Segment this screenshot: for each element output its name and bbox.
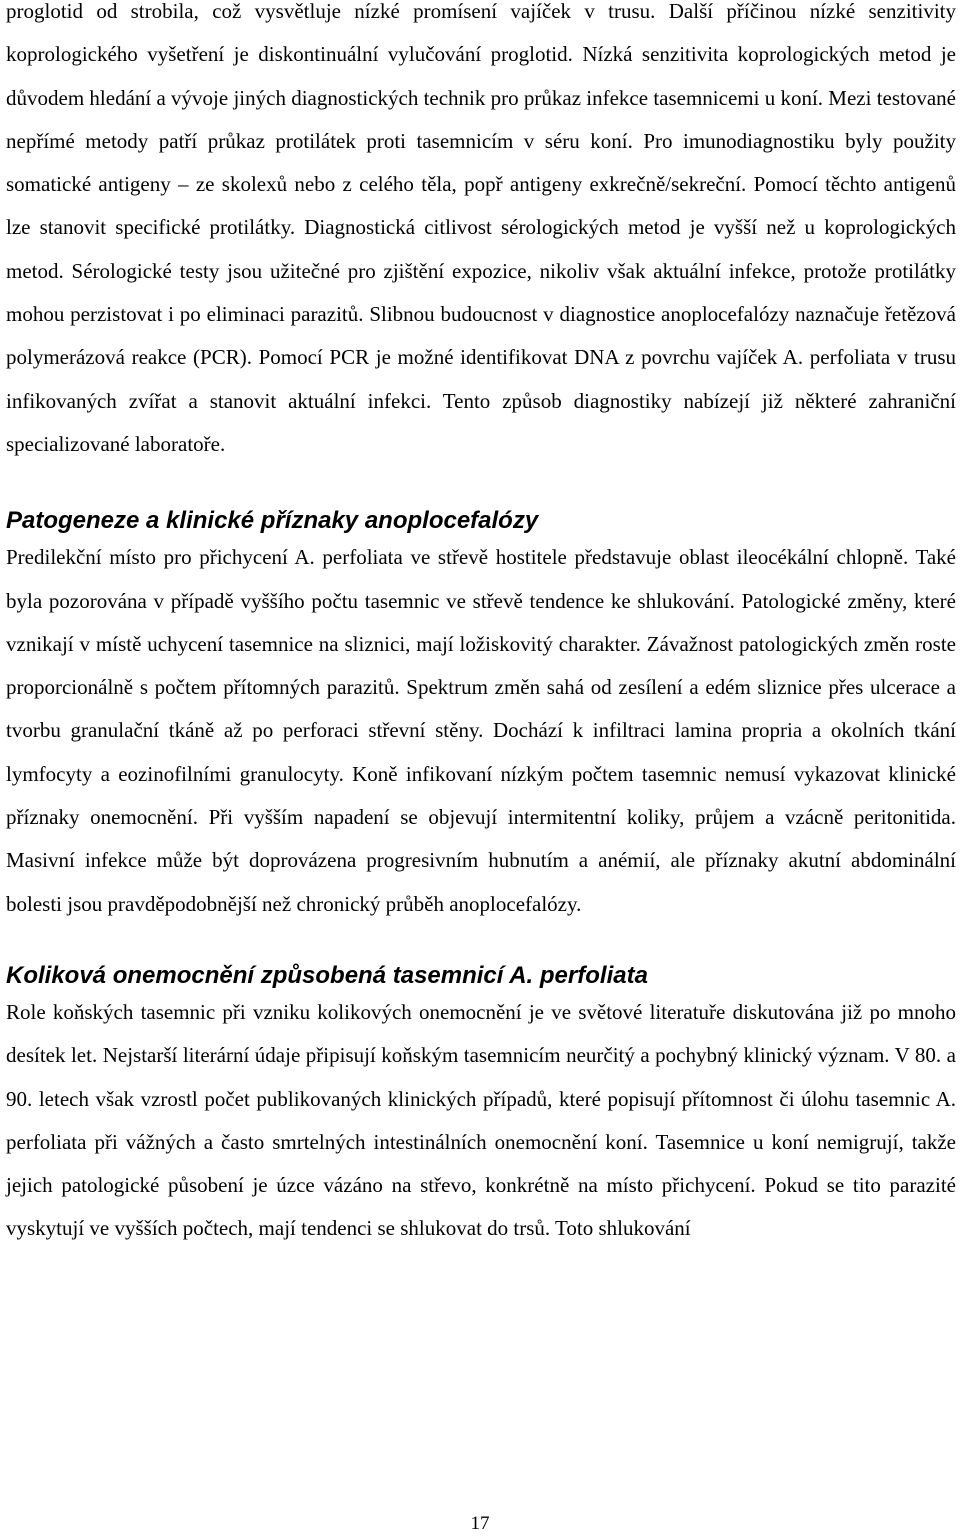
page-number: 17 (470, 1513, 490, 1534)
heading-pathogenesis: Patogeneze a klinické příznaky anoplocefalózy (6, 507, 539, 535)
paragraph-colic: Role koňských tasemnic při vzniku kolikových onemocnění je ve světové literatuře diskutována již po mnoho desítek let. Nejstarší literární údaje připisují koňským tasemnicím neurčitý a pochybný klinický význam. V 80. a 90. letech však vzrostl počet publikovaných klinických případů, které popisují přítomnost či úlohu tasemnic A. perfoliata při vážných a často smrtelných intestinálních onemocnění koní. Tasemnice u koní nemigrují, takže jejich patologické působení je úzce vázáno na střevo, konkrétně na místo přichycení. Pokud se tito parazité vyskytují ve vyšších počtech, mají tendenci se shlukovat do trsů. Toto shlukování (6, 999, 956, 1241)
paragraph-pathogenesis: Predilekční místo pro přichycení A. perfoliata ve střevě hostitele představuje oblast ileocékální chlopně. Také byla pozorována v případě vyššího počtu tasemnic ve střevě tendence ke shlukování. Patologické změny, které vznikají v místě uchycení tasemnice na sliznici, mají ložiskovitý charakter. Závažnost patologických změn roste proporcionálně s počtem přítomných parazitů. Spektrum změn sahá od zesílení a edém sliznice přes ulcerace a tvorbu granulační tkáně až po perforaci střevní stěny. Dochází k infiltraci lamina propria a okolních tkání lymfocyty a eozinofilními granulocyty. Koně infikovaní nízkým počtem tasemnic nemusí vykazovat klinické příznaky onemocnění. Při vyšším napadení se objevují intermitentní koliky, průjem a vzácně peritonitida. Masivní infekce může být doprovázena progresivním hubnutím a anémií, ale příznaky akutní abdominální bolesti jsou pravděpodobnější než chronický průběh anoplocefalózy. (6, 545, 956, 916)
heading-colic: Koliková onemocnění způsobená tasemnicí A. perfoliata (6, 961, 648, 989)
document-page (6, 0, 956, 1537)
paragraph-diagnostics: proglotid od strobila, což vysvětluje nízké promísení vajíček v trusu. Další příčinou nízké senzitivity koprologického vyšetření je diskontinuální vylučování proglotid. Nízká senzitivita koprologických metod je důvodem hledání a vývoje jiných diagnostických technik pro průkaz infekce tasemnicemi u koní. Mezi testované nepřímé metody patří průkaz protilátek proti tasemnicím v séru koní. Pro imunodiagnostiku byly použity somatické antigeny – ze skolexů nebo z celého těla, popř antigeny exkrečně/sekreční. Pomocí těchto antigenů lze stanovit specifické protilátky. Diagnostická citlivost sérologických metod je vyšší než u koprologických metod. Sérologické testy jsou užitečné pro zjištění expozice, nikoliv však aktuální infekce, protože protilátky mohou perzistovat i po eliminaci parazitů. Slibnou budoucnost v diagnostice anoplocefalózy naznačuje řetězová polymerázová reakce (PCR). Pomocí PCR je možné identifikovat DNA z povrchu vajíček A. perfoliata v trusu infikovaných zvířat a stanovit aktuální infekci. Tento způsob diagnostiky nabízejí již některé zahraniční specializované laboratoře. (6, 0, 956, 456)
